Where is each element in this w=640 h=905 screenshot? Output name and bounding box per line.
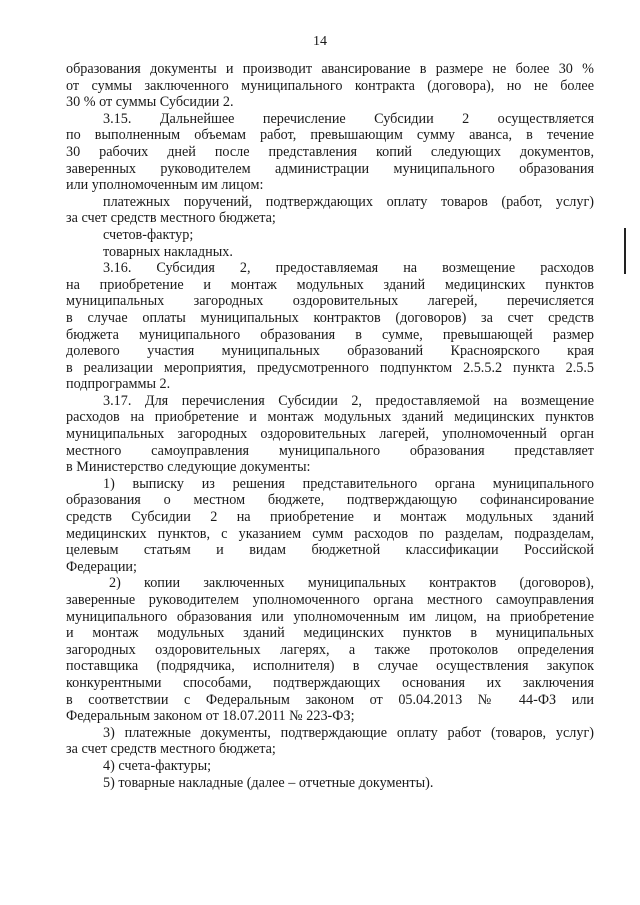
text-line: заверенных руководителем администрации муниципального образования: [66, 160, 594, 177]
text-line: платежных поручений, подтверждающих оплату товаров (работ, услуг): [103, 193, 594, 210]
text-line: 1) выписку из решения представительного органа муниципального: [103, 475, 594, 492]
text-line: 30 рабочих дней после представления копий следующих документов,: [66, 143, 594, 160]
text-line: за счет средств местного бюджета;: [66, 741, 276, 758]
text-line: медицинских пунктов, с указанием сумм расходов по разделам, подразделам,: [66, 525, 594, 542]
text-line: в соответствии с Федеральным законом от 05.04.2013 № 44-ФЗ или: [66, 691, 594, 708]
text-line: образования о местном бюджете, подтверждающую софинансирование: [66, 492, 594, 509]
text-line: бюджета муниципального образования в сумме, превышающей размер: [66, 326, 594, 343]
text-line: 3.16. Субсидия 2, предоставляемая на возмещение расходов: [103, 260, 594, 277]
text-line: 4) счета-фактуры;: [103, 757, 212, 774]
text-line: 3.17. Для перечисления Субсидии 2, предоставляемой на возмещение: [103, 392, 594, 409]
text-line: 3.15. Дальнейшее перечисление Субсидии 2 осуществляется: [103, 110, 594, 127]
text-line: и монтаж модульных зданий медицинских пунктов в муниципальных: [66, 625, 594, 642]
text-line: в Министерство следующие документы:: [66, 459, 311, 476]
text-line: образования документы и производит авансирование в размере не более 30 %: [66, 61, 594, 77]
text-line: средств Субсидии 2 на приобретение и монтаж модульных зданий: [66, 509, 594, 526]
text-line: от суммы заключенного муниципального контракта (договора), но не более: [66, 77, 594, 94]
text-line: 5) товарные накладные (далее – отчетные документы).: [103, 774, 434, 791]
text-line: за счет средств местного бюджета;: [66, 210, 276, 227]
text-line: подпрограммы 2.: [66, 376, 171, 393]
page-number: 14: [313, 34, 327, 49]
text-line: по выполненным объемам работ, превышающим сумму аванса, в течение: [66, 127, 594, 144]
text-line: муниципальных загородных оздоровительных лагерей, уполномоченный орган: [66, 426, 594, 443]
text-line: на приобретение и монтаж модульных зданий медицинских пунктов: [66, 276, 594, 293]
text-line: товарных накладных.: [103, 243, 233, 260]
text-line: долевого участия муниципальных образований Красноярского края: [66, 343, 594, 360]
text-line: муниципальных загородных оздоровительных лагерей, перечисляется: [66, 293, 594, 310]
text-line: конкурентными способами, подтверждающих основания их заключения: [66, 674, 594, 691]
text-line: в случае оплаты муниципальных контрактов (договоров) за счет средств: [66, 309, 594, 326]
text-line: муниципального образования или уполномоченным им лицом, на приобретение: [66, 608, 594, 625]
text-line: загородных оздоровительных лагерях, а также протоколов определения: [66, 641, 594, 658]
text-line: местного самоуправления муниципального образования представляет: [66, 442, 594, 459]
text-line: расходов на приобретение и монтаж модульных зданий медицинских пунктов: [66, 409, 594, 426]
text-line: поставщика (подрядчика, исполнителя) в случае осуществления закупок: [66, 658, 594, 675]
text-line: счетов-фактур;: [103, 226, 194, 243]
text-line: 3) платежные документы, подтверждающие оплату работ (товаров, услуг): [103, 724, 594, 741]
text-line: в реализации мероприятия, предусмотренного подпунктом 2.5.5.2 пункта 2.5.5: [66, 359, 594, 376]
text-line: или уполномоченным им лицом:: [66, 177, 264, 194]
text-line: 2) копии заключенных муниципальных контрактов (договоров),: [109, 575, 594, 592]
margin-mark: [624, 228, 626, 274]
text-line: Федеральным законом от 18.07.2011 № 223-ФЗ;: [66, 708, 355, 725]
text-line: заверенные руководителем уполномоченного органа местного самоуправления: [66, 592, 594, 608]
text-line: целевым статьям и видам бюджетной классификации Российской: [66, 542, 594, 559]
text-line: Федерации;: [66, 558, 137, 575]
text-line: 30 % от суммы Субсидии 2.: [66, 94, 234, 111]
document-body: [66, 61, 594, 791]
